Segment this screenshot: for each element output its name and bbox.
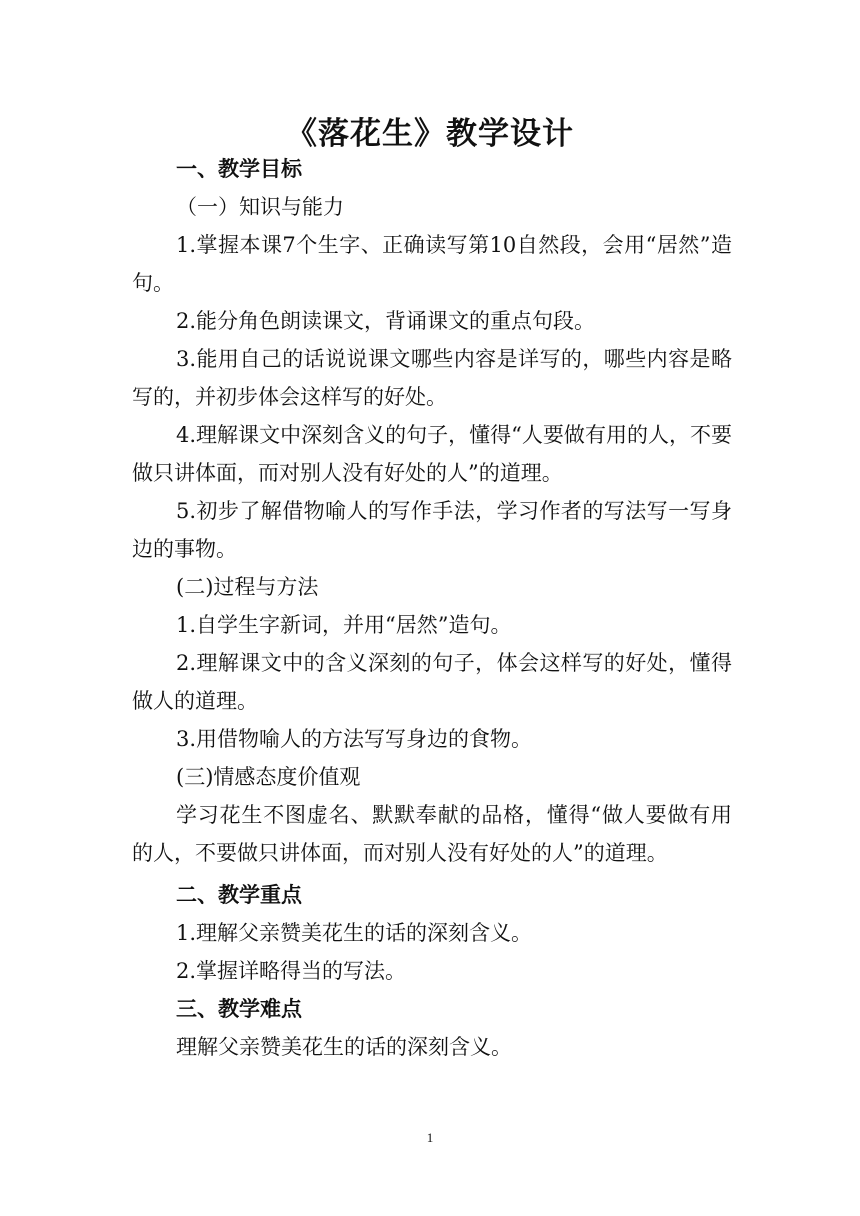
objective-item: 2.能分角色朗读课文，背诵课文的重点句段。 [176,309,596,333]
process-item: 3.用借物喻人的方法写写身边的食物。 [176,727,533,751]
objective-item: 1.掌握本课7个生字、正确读写第10自然段，会用“居然”造句。 [132,233,732,295]
section-heading-key-points: 二、教学重点 [176,883,302,907]
page-number: 1 [426,1130,434,1145]
subsection-heading-emotion: (三)情感态度价值观 [176,765,361,789]
section-heading-difficulties: 三、教学难点 [176,997,302,1021]
document-body [132,150,732,1066]
emotion-text: 学习花生不图虚名、默默奉献的品格，懂得“做人要做有用的人，不要做只讲体面，而对别人没有好处的人”的道理。 [132,803,732,865]
key-point-item: 2.掌握详略得当的写法。 [176,959,407,983]
subsection-heading-process: (二)过程与方法 [176,575,319,599]
objective-item: 4.理解课文中深刻含义的句子，懂得“人要做有用的人，不要做只讲体面，而对别人没有好处的人”的道理。 [132,423,732,485]
process-item: 1.自学生字新词，并用“居然”造句。 [176,613,512,637]
difficulty-text: 理解父亲赞美花生的话的深刻含义。 [176,1035,512,1059]
subsection-heading-knowledge: （一）知识与能力 [176,195,344,219]
objective-item: 3.能用自己的话说说课文哪些内容是详写的，哪些内容是略写的，并初步体会这样写的好处。 [132,347,732,409]
objective-item: 5.初步了解借物喻人的写作手法，学习作者的写法写一写身边的事物。 [132,499,732,561]
key-point-item: 1.理解父亲赞美花生的话的深刻含义。 [176,921,533,945]
process-item: 2.理解课文中的含义深刻的句子，体会这样写的好处，懂得做人的道理。 [132,651,732,713]
section-heading-objectives: 一、教学目标 [176,157,302,181]
document-title: 《落花生》教学设计 [286,116,574,152]
